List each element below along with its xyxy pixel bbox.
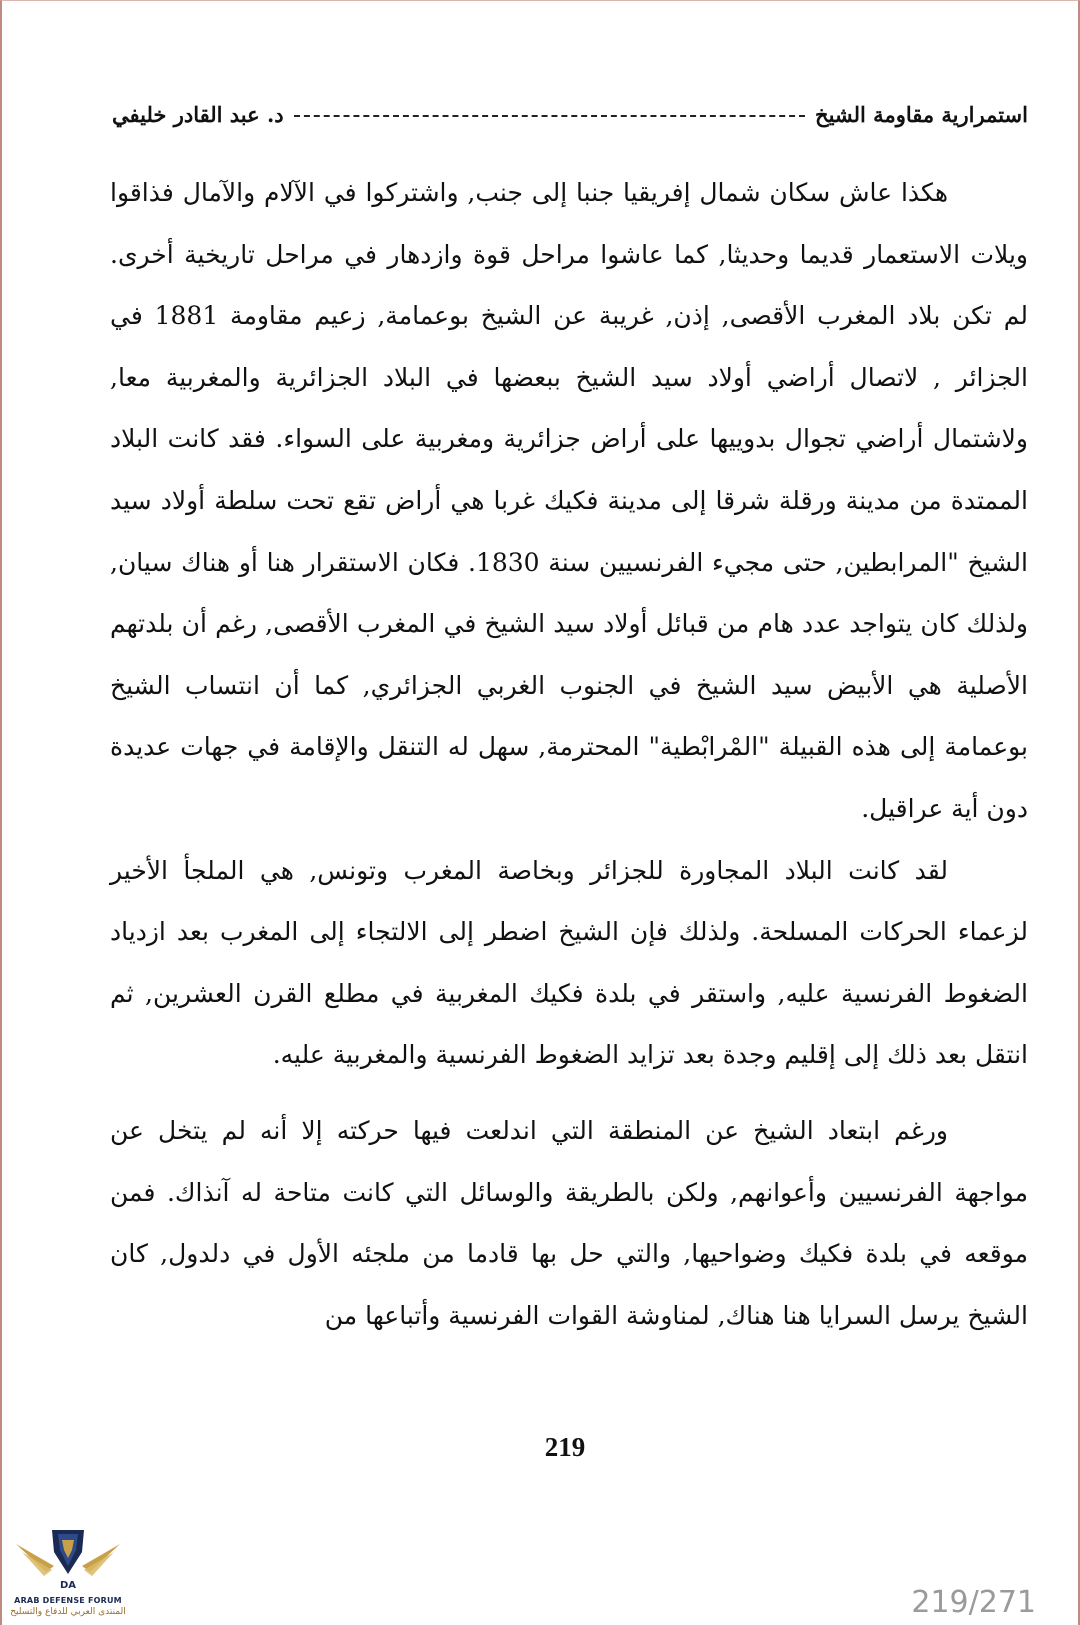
header-author: د. عبد القادر خليفي: [112, 101, 284, 127]
forum-watermark-logo: [8, 1522, 128, 1622]
paragraph-2: لقد كانت البلاد المجاورة للجزائر وبخاصة المغرب وتونس, هي الملجأ الأخير لزعماء الحركات المسلحة. ولذلك فإن الشيخ اضطر إلى الالتجاء إلى المغرب بعد ازدياد الضغوط الفرنسية عليه, واستقر في بلدة فكيك المغربية في مطلع القرن العشرين, ثم انتقل بعد ذلك إلى إقليم وجدة بعد تزايد الضغوط الفرنسية والمغربية عليه.: [110, 855, 1028, 1070]
svg-text:DA: DA: [59, 1580, 77, 1591]
header-title: استمرارية مقاومة الشيخ: [815, 101, 1028, 127]
paragraph-1: هكذا عاش سكان شمال إفريقيا جنبا إلى جنب, واشتركوا في الآلام والآمال فذاقوا ويلات الاستعمار قديما وحديثا, كما عاشوا مراحل قوة وازدهار في مراحل تاريخية أخرى. لم تكن بلاد المغرب الأقصى, إذن, غريبة عن الشيخ بوعمامة, زعيم مقاومة 1881 في الجزائر , لاتصال أراضي أولاد سيد الشيخ ببعضها في البلاد الجزائرية والمغربية معا, ولاشتمال أراضي تجوال بدوييها على أراض جزائرية ومغربية على السواء. فقد كانت البلاد الممتدة من مدينة ورقلة شرقا إلى مدينة فكيك غربا هي أراض تقع تحت سلطة أولاد سيد الشيخ "المرابطين, حتى مجيء الفرنسيين سنة 1830. فكان الاستقرار هنا أو هناك سيان, ولذلك كان يتواجد عدد هام من قبائل أولاد سيد الشيخ في المغرب الأقصى, رغم أن بلدتهم الأصلية هي الأبيض سيد الشيخ في الجنوب الغربي الجزائري, كما أن انتساب الشيخ بوعمامة إلى هذه القبيلة "المْرابْطية" المحترمة, سهل له التنقل والإقامة في جهات عديدة دون أية عراقيل.: [110, 178, 1028, 823]
running-header: [112, 96, 1028, 132]
eagle-emblem-icon: [8, 1522, 128, 1602]
page-number: 219: [544, 1432, 586, 1462]
watermark-name-ar: المنتدى العربي للدفاع والتسليح: [10, 1607, 126, 1617]
header-dashed-rule: [294, 115, 805, 117]
paragraph-3: ورغم ابتعاد الشيخ عن المنطقة التي اندلعت فيها حركته إلا أنه لم يتخل عن مواجهة الفرنسيين وأعوانهم, ولكن بالطريقة والوسائل التي كانت متاحة له آنذاك. فمن موقعه في بلدة فكيك وضواحيها, والتي حل بها قادما من ملجئه الأول في دلدول, كان الشيخ يرسل السرايا هنا هناك, لمناوشة القوات الفرنسية وأتباعها من: [110, 1115, 1028, 1330]
page-body: [110, 162, 1028, 1346]
page-counter: 219/271: [911, 1585, 1036, 1620]
watermark-name-en: ARAB DEFENSE FORUM: [14, 1596, 122, 1605]
